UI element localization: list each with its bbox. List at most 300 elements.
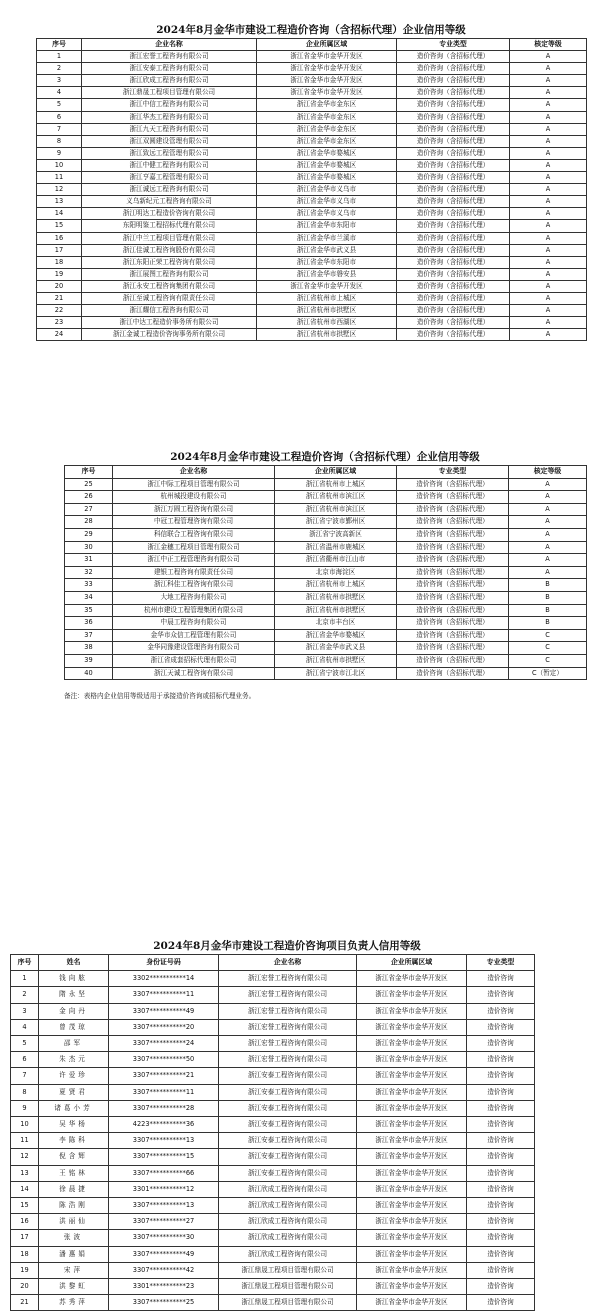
table-row <box>11 1198 535 1214</box>
cell-region: 浙江省金华市金华开发区 <box>357 1181 467 1197</box>
cell-region: 浙江省金华市义乌市 <box>257 208 397 220</box>
table-row <box>11 971 535 987</box>
table-row <box>37 111 587 123</box>
cell-index: 23 <box>37 317 82 329</box>
cell-type: 造价咨询（含招标代理） <box>397 99 510 111</box>
cell-type: 造价咨询（含招标代理） <box>397 654 509 667</box>
cell-company: 浙江宏誉工程咨询有限公司 <box>219 1036 357 1052</box>
table-row <box>11 1279 535 1295</box>
cell-type: 造价咨询 <box>467 1084 535 1100</box>
cell-company: 浙江欣成工程咨询有限公司 <box>219 1246 357 1262</box>
cell-company: 浙江宏誉工程咨询有限公司 <box>82 51 257 63</box>
cell-name: 朱杰元 <box>39 1052 109 1068</box>
cell-id-number: 3307***********11 <box>109 1084 219 1100</box>
cell-index: 8 <box>37 135 82 147</box>
cell-region: 浙江省金华市武义县 <box>257 244 397 256</box>
table-row <box>37 75 587 87</box>
cell-company: 浙江展图工程咨询有限公司 <box>82 268 257 280</box>
cell-grade: A <box>510 196 587 208</box>
cell-id-number: 3307***********28 <box>109 1100 219 1116</box>
company-credit-table-2 <box>64 465 587 680</box>
cell-grade: A <box>510 184 587 196</box>
cell-index: 39 <box>65 654 113 667</box>
table-row <box>37 329 587 341</box>
cell-type: 造价咨询（含招标代理） <box>397 292 510 304</box>
cell-region: 浙江省金华市东阳市 <box>257 220 397 232</box>
table-row <box>37 172 587 184</box>
cell-region: 浙江省金华市金华开发区 <box>357 1052 467 1068</box>
cell-company: 浙江宏誉工程咨询有限公司 <box>219 971 357 987</box>
cell-type: 造价咨询（含招标代理） <box>397 280 510 292</box>
table-row <box>37 305 587 317</box>
cell-company: 东阳明鉴工程招标代理有限公司 <box>82 220 257 232</box>
cell-type: 造价咨询（含招标代理） <box>397 566 509 579</box>
cell-type: 造价咨询（含招标代理） <box>397 503 509 516</box>
cell-region: 浙江省金华市金东区 <box>257 123 397 135</box>
cell-type: 造价咨询（含招标代理） <box>397 617 509 630</box>
cell-type: 造价咨询（含招标代理） <box>397 123 510 135</box>
cell-index: 10 <box>11 1117 39 1133</box>
cell-company: 浙江永安工程咨询集团有限公司 <box>82 280 257 292</box>
cell-index: 13 <box>37 196 82 208</box>
project-leader-credit-table <box>10 954 535 1311</box>
section-project-leader-credit <box>10 938 534 1311</box>
company-credit-table-1 <box>36 38 587 341</box>
table-row <box>37 292 587 304</box>
cell-type: 造价咨询（含招标代理） <box>397 159 510 171</box>
cell-index: 9 <box>37 147 82 159</box>
cell-index: 11 <box>37 172 82 184</box>
cell-index: 28 <box>65 516 113 529</box>
cell-type: 造价咨询 <box>467 1052 535 1068</box>
cell-company: 浙江宏誉工程咨询有限公司 <box>219 1052 357 1068</box>
header-type: 专业类型 <box>467 955 535 971</box>
cell-index: 14 <box>37 208 82 220</box>
cell-company: 杭州市建设工程管理集团有限公司 <box>113 604 275 617</box>
cell-id-number: 3307***********24 <box>109 1036 219 1052</box>
cell-index: 40 <box>65 667 113 680</box>
table-row <box>37 208 587 220</box>
cell-grade: A <box>510 268 587 280</box>
table-row <box>65 667 587 680</box>
cell-region: 浙江省金华市义乌市 <box>257 184 397 196</box>
cell-type: 造价咨询（含招标代理） <box>397 75 510 87</box>
cell-grade: A <box>510 305 587 317</box>
cell-region: 浙江省金华市金华开发区 <box>257 87 397 99</box>
cell-company: 杭州城投建设有限公司 <box>113 491 275 504</box>
cell-id-number: 3301***********23 <box>109 1279 219 1295</box>
cell-type: 造价咨询（含招标代理） <box>397 111 510 123</box>
header-index: 序号 <box>37 39 82 51</box>
cell-type: 造价咨询（含招标代理） <box>397 528 509 541</box>
cell-company: 浙江安泰工程咨询有限公司 <box>82 63 257 75</box>
cell-company: 浙江安泰工程咨询有限公司 <box>219 1084 357 1100</box>
cell-type: 造价咨询（含招标代理） <box>397 51 510 63</box>
cell-region: 北京市丰台区 <box>275 617 397 630</box>
cell-index: 12 <box>37 184 82 196</box>
cell-name: 洪丽仙 <box>39 1214 109 1230</box>
cell-region: 浙江省金华市金华开发区 <box>357 1003 467 1019</box>
cell-grade: B <box>509 591 587 604</box>
cell-type: 造价咨询（含招标代理） <box>397 667 509 680</box>
cell-index: 10 <box>37 159 82 171</box>
table-row <box>11 1246 535 1262</box>
cell-index: 25 <box>65 478 113 491</box>
cell-type: 造价咨询（含招标代理） <box>397 591 509 604</box>
cell-id-number: 3307***********21 <box>109 1068 219 1084</box>
table-row <box>37 159 587 171</box>
cell-index: 6 <box>37 111 82 123</box>
cell-company: 浙江省成套招标代理有限公司 <box>113 654 275 667</box>
cell-company: 大地工程咨询有限公司 <box>113 591 275 604</box>
table-row <box>65 478 587 491</box>
cell-region: 浙江省金华市东阳市 <box>257 256 397 268</box>
cell-grade: A <box>510 51 587 63</box>
cell-region: 浙江省金华市金东区 <box>257 135 397 147</box>
cell-index: 3 <box>11 1003 39 1019</box>
cell-grade: C <box>509 629 587 642</box>
cell-type: 造价咨询（含招标代理） <box>397 172 510 184</box>
table-row <box>11 1165 535 1181</box>
cell-region: 浙江省金华市义乌市 <box>257 196 397 208</box>
table-row <box>37 184 587 196</box>
cell-grade: C <box>509 642 587 655</box>
cell-company: 浙江宏誉工程咨询有限公司 <box>219 1003 357 1019</box>
header-index: 序号 <box>11 955 39 971</box>
table1-title: 2024年8月金华市建设工程造价咨询（含招标代理）企业信用等级 <box>156 24 466 36</box>
cell-company: 浙江鼎晟工程项目管理有限公司 <box>82 87 257 99</box>
cell-region: 浙江省金华市婺城区 <box>275 629 397 642</box>
table-row <box>65 642 587 655</box>
table-row <box>11 1133 535 1149</box>
cell-type: 造价咨询 <box>467 1198 535 1214</box>
cell-index: 18 <box>37 256 82 268</box>
cell-type: 造价咨询（含招标代理） <box>397 196 510 208</box>
cell-grade: A <box>510 87 587 99</box>
cell-grade: A <box>510 208 587 220</box>
cell-grade: A <box>510 75 587 87</box>
cell-company: 浙江中兰工程项目管理有限公司 <box>82 232 257 244</box>
cell-grade: A <box>510 244 587 256</box>
table-row <box>11 1295 535 1311</box>
cell-region: 浙江省金华市金华开发区 <box>357 1117 467 1133</box>
cell-index: 2 <box>11 987 39 1003</box>
cell-region: 浙江省杭州市西湖区 <box>257 317 397 329</box>
cell-index: 12 <box>11 1149 39 1165</box>
cell-grade: A <box>509 528 587 541</box>
cell-index: 21 <box>37 292 82 304</box>
cell-id-number: 3307***********49 <box>109 1003 219 1019</box>
cell-index: 17 <box>11 1230 39 1246</box>
table-row <box>65 516 587 529</box>
cell-index: 13 <box>11 1165 39 1181</box>
header-region: 企业所属区域 <box>275 466 397 479</box>
cell-company: 浙江中健工程咨询有限公司 <box>82 159 257 171</box>
cell-region: 浙江省金华市金华开发区 <box>357 1214 467 1230</box>
cell-region: 北京市海淀区 <box>275 566 397 579</box>
cell-id-number: 3307***********20 <box>109 1019 219 1035</box>
table-row <box>37 317 587 329</box>
table-row <box>11 1149 535 1165</box>
cell-company: 建银工程咨询有限责任公司 <box>113 566 275 579</box>
cell-region: 浙江省杭州市滨江区 <box>275 503 397 516</box>
cell-name: 夏贤君 <box>39 1084 109 1100</box>
cell-grade: A <box>509 503 587 516</box>
cell-company: 浙江欣成工程咨询有限公司 <box>82 75 257 87</box>
cell-name: 隋永坚 <box>39 987 109 1003</box>
cell-company: 浙江欣成工程咨询有限公司 <box>219 1198 357 1214</box>
cell-grade: A <box>510 159 587 171</box>
cell-region: 浙江省金华市磐安县 <box>257 268 397 280</box>
cell-company: 浙江佳诚工程咨询股份有限公司 <box>82 244 257 256</box>
cell-region: 浙江省金华市婺城区 <box>257 147 397 159</box>
cell-region: 浙江省金华市金华开发区 <box>257 63 397 75</box>
table-row <box>65 503 587 516</box>
cell-region: 浙江省金华市婺城区 <box>257 159 397 171</box>
cell-grade: A <box>510 329 587 341</box>
cell-company: 浙江万圆工程咨询有限公司 <box>113 503 275 516</box>
cell-index: 5 <box>11 1036 39 1052</box>
table-header-row <box>11 955 535 971</box>
cell-region: 浙江省杭州市拱墅区 <box>275 654 397 667</box>
cell-id-number: 3307***********13 <box>109 1198 219 1214</box>
header-region: 企业所属区域 <box>357 955 467 971</box>
table-row <box>11 1230 535 1246</box>
table-row <box>37 220 587 232</box>
cell-name: 陈浩刚 <box>39 1198 109 1214</box>
table-row <box>11 1068 535 1084</box>
cell-index: 16 <box>11 1214 39 1230</box>
cell-company: 中冠工程管理咨询有限公司 <box>113 516 275 529</box>
cell-type: 造价咨询 <box>467 1019 535 1035</box>
table-row <box>11 1052 535 1068</box>
cell-company: 浙江安泰工程咨询有限公司 <box>219 1149 357 1165</box>
cell-grade: A <box>510 111 587 123</box>
cell-grade: A <box>509 478 587 491</box>
section-company-credit-1 <box>36 22 586 341</box>
cell-type: 造价咨询 <box>467 1100 535 1116</box>
cell-company: 浙江安泰工程咨询有限公司 <box>219 1068 357 1084</box>
table-row <box>37 196 587 208</box>
cell-name: 徐晨捷 <box>39 1181 109 1197</box>
table-row <box>11 1036 535 1052</box>
cell-company: 浙江鼎晟工程项目管理有限公司 <box>219 1279 357 1295</box>
header-name: 姓名 <box>39 955 109 971</box>
cell-company: 中晨工程咨询有限公司 <box>113 617 275 630</box>
cell-grade: A <box>510 123 587 135</box>
cell-index: 1 <box>37 51 82 63</box>
header-grade: 核定等级 <box>509 466 587 479</box>
cell-region: 浙江省金华市金华开发区 <box>357 1279 467 1295</box>
cell-company: 浙江宏誉工程咨询有限公司 <box>219 987 357 1003</box>
cell-region: 浙江省杭州市拱墅区 <box>275 591 397 604</box>
cell-name: 邵军 <box>39 1036 109 1052</box>
cell-index: 2 <box>37 63 82 75</box>
table-row <box>65 528 587 541</box>
cell-grade: A <box>509 554 587 567</box>
cell-region: 浙江省金华市金华开发区 <box>357 1262 467 1278</box>
table-row <box>37 256 587 268</box>
cell-region: 浙江省金华市金华开发区 <box>357 1100 467 1116</box>
cell-index: 29 <box>65 528 113 541</box>
cell-region: 浙江省杭州市拱墅区 <box>257 305 397 317</box>
cell-type: 造价咨询（含招标代理） <box>397 554 509 567</box>
cell-grade: A <box>510 292 587 304</box>
cell-name: 曾茂琼 <box>39 1019 109 1035</box>
table-row <box>11 1084 535 1100</box>
cell-type: 造价咨询（含招标代理） <box>397 541 509 554</box>
cell-index: 17 <box>37 244 82 256</box>
cell-grade: A <box>510 63 587 75</box>
cell-region: 浙江省金华市武义县 <box>275 642 397 655</box>
cell-grade: C <box>509 654 587 667</box>
cell-type: 造价咨询 <box>467 1246 535 1262</box>
cell-index: 27 <box>65 503 113 516</box>
cell-company: 浙江安泰工程咨询有限公司 <box>219 1133 357 1149</box>
table-row <box>11 1262 535 1278</box>
cell-index: 19 <box>11 1262 39 1278</box>
cell-type: 造价咨询（含招标代理） <box>397 87 510 99</box>
cell-name: 潘惠娟 <box>39 1246 109 1262</box>
cell-id-number: 3307***********50 <box>109 1052 219 1068</box>
header-type: 专业类型 <box>397 39 510 51</box>
cell-region: 浙江省金华市兰溪市 <box>257 232 397 244</box>
cell-region: 浙江省杭州市上城区 <box>257 292 397 304</box>
cell-type: 造价咨询（含招标代理） <box>397 579 509 592</box>
cell-region: 浙江省宁波市鄞州区 <box>275 516 397 529</box>
cell-region: 浙江省金华市金华开发区 <box>357 1230 467 1246</box>
cell-region: 浙江省金华市婺城区 <box>257 172 397 184</box>
cell-index: 15 <box>11 1198 39 1214</box>
cell-region: 浙江省金华市金华开发区 <box>357 1019 467 1035</box>
cell-type: 造价咨询 <box>467 987 535 1003</box>
table-row <box>65 591 587 604</box>
cell-name: 许爱珍 <box>39 1068 109 1084</box>
cell-type: 造价咨询 <box>467 1295 535 1311</box>
cell-index: 4 <box>37 87 82 99</box>
cell-index: 15 <box>37 220 82 232</box>
cell-id-number: 3307***********66 <box>109 1165 219 1181</box>
cell-type: 造价咨询（含招标代理） <box>397 268 510 280</box>
cell-name: 王铭林 <box>39 1165 109 1181</box>
cell-index: 11 <box>11 1133 39 1149</box>
cell-region: 浙江省杭州市拱墅区 <box>257 329 397 341</box>
cell-index: 4 <box>11 1019 39 1035</box>
cell-region: 浙江省温州市鹿城区 <box>275 541 397 554</box>
cell-id-number: 3302***********14 <box>109 971 219 987</box>
cell-index: 36 <box>65 617 113 630</box>
cell-company: 浙江安泰工程咨询有限公司 <box>219 1165 357 1181</box>
section-company-credit-2 <box>64 449 586 680</box>
cell-index: 3 <box>37 75 82 87</box>
cell-company: 浙江东阳正荣工程咨询有限公司 <box>82 256 257 268</box>
cell-region: 浙江省杭州市上城区 <box>275 478 397 491</box>
header-index: 序号 <box>65 466 113 479</box>
cell-company: 金华同豫建设管理咨询有限公司 <box>113 642 275 655</box>
cell-name: 金向丹 <box>39 1003 109 1019</box>
table-row <box>65 654 587 667</box>
table-row <box>65 491 587 504</box>
cell-id-number: 4223***********36 <box>109 1117 219 1133</box>
cell-type: 造价咨询 <box>467 1230 535 1246</box>
table2-title: 2024年8月金华市建设工程造价咨询（含招标代理）企业信用等级 <box>170 451 480 463</box>
cell-company: 浙江欣成工程咨询有限公司 <box>219 1214 357 1230</box>
cell-type: 造价咨询（含招标代理） <box>397 232 510 244</box>
cell-id-number: 3307***********30 <box>109 1230 219 1246</box>
cell-index: 8 <box>11 1084 39 1100</box>
cell-type: 造价咨询 <box>467 1262 535 1278</box>
cell-type: 造价咨询（含招标代理） <box>397 208 510 220</box>
cell-type: 造价咨询 <box>467 1279 535 1295</box>
table-row <box>11 1214 535 1230</box>
header-grade: 核定等级 <box>510 39 587 51</box>
cell-type: 造价咨询 <box>467 1133 535 1149</box>
table-row <box>37 87 587 99</box>
cell-name: 张波 <box>39 1230 109 1246</box>
cell-index: 38 <box>65 642 113 655</box>
cell-grade: B <box>509 604 587 617</box>
cell-type: 造价咨询（含招标代理） <box>397 135 510 147</box>
cell-region: 浙江省金华市金华开发区 <box>357 1246 467 1262</box>
table-row <box>65 541 587 554</box>
cell-index: 22 <box>37 305 82 317</box>
cell-company: 浙江中达工程造价事务所有限公司 <box>82 317 257 329</box>
cell-company: 浙江欣成工程咨询有限公司 <box>219 1230 357 1246</box>
cell-id-number: 3307***********42 <box>109 1262 219 1278</box>
cell-index: 35 <box>65 604 113 617</box>
table-row <box>37 268 587 280</box>
cell-company: 浙江双圆建设管理有限公司 <box>82 135 257 147</box>
table-row <box>65 554 587 567</box>
cell-type: 造价咨询 <box>467 1068 535 1084</box>
cell-type: 造价咨询（含招标代理） <box>397 317 510 329</box>
cell-type: 造价咨询 <box>467 1165 535 1181</box>
cell-index: 31 <box>65 554 113 567</box>
cell-grade: A <box>510 99 587 111</box>
cell-type: 造价咨询 <box>467 1036 535 1052</box>
table-row <box>65 566 587 579</box>
cell-name: 倪含辉 <box>39 1149 109 1165</box>
cell-grade: A <box>510 280 587 292</box>
cell-region: 浙江省杭州市滨江区 <box>275 491 397 504</box>
cell-id-number: 3307***********49 <box>109 1246 219 1262</box>
cell-region: 浙江省金华市金华开发区 <box>357 1295 467 1311</box>
cell-grade: A <box>510 256 587 268</box>
cell-region: 浙江省金华市金华开发区 <box>357 1084 467 1100</box>
cell-region: 浙江省金华市金东区 <box>257 99 397 111</box>
table-row <box>37 280 587 292</box>
cell-type: 造价咨询 <box>467 1149 535 1165</box>
cell-type: 造价咨询（含招标代理） <box>397 604 509 617</box>
cell-company: 浙江耀信工程咨询有限公司 <box>82 305 257 317</box>
cell-type: 造价咨询 <box>467 1003 535 1019</box>
cell-index: 20 <box>11 1279 39 1295</box>
cell-company: 浙江致远工程管理有限公司 <box>82 147 257 159</box>
table-row <box>37 51 587 63</box>
cell-id-number: 3307***********25 <box>109 1295 219 1311</box>
cell-name: 李陈科 <box>39 1133 109 1149</box>
table-row <box>65 617 587 630</box>
cell-type: 造价咨询（含招标代理） <box>397 220 510 232</box>
table-row <box>37 232 587 244</box>
cell-grade: A <box>510 232 587 244</box>
cell-region: 浙江省金华市金华开发区 <box>357 1149 467 1165</box>
cell-company: 金华市众信工程管理有限公司 <box>113 629 275 642</box>
cell-grade: A <box>510 172 587 184</box>
cell-region: 浙江省金华市金华开发区 <box>357 1036 467 1052</box>
cell-index: 24 <box>37 329 82 341</box>
cell-company: 浙江亨嘉工程管理有限公司 <box>82 172 257 184</box>
